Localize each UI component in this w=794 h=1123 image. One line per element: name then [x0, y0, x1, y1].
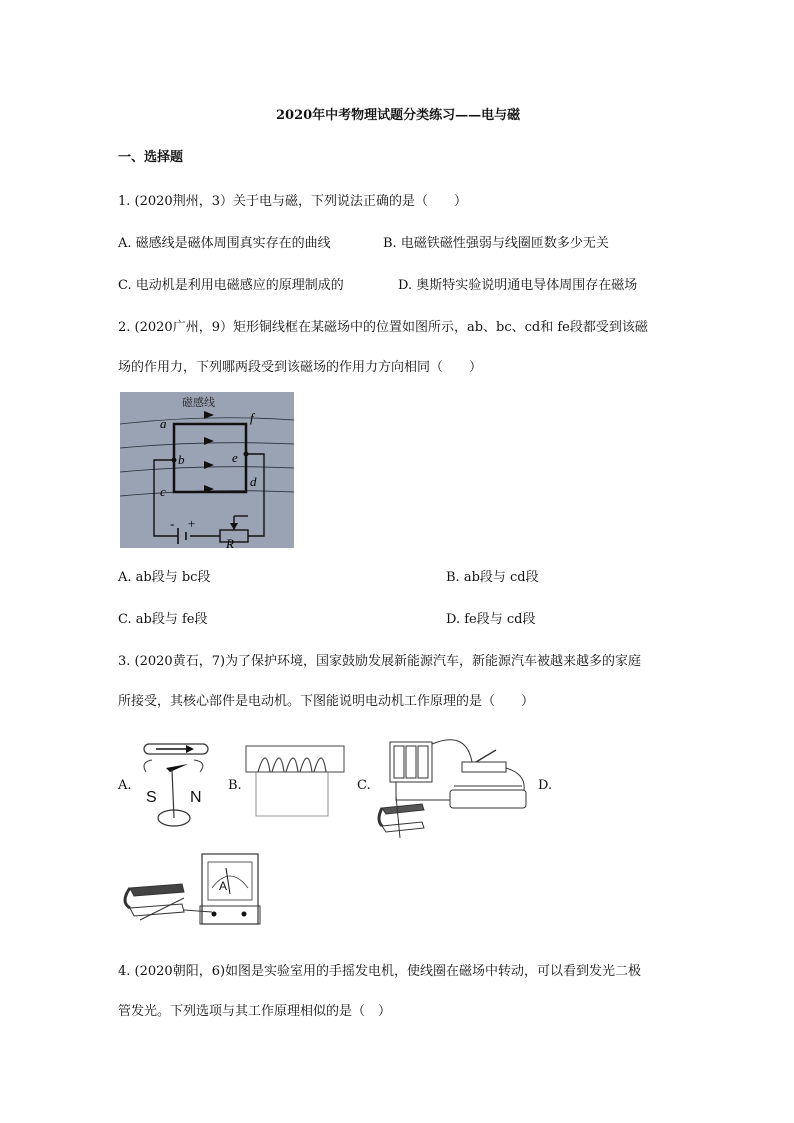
question-1-stem: 1. (2020荆州，3）关于电与磁，下列说法正确的是（ ）	[118, 194, 467, 209]
conductor-rod	[396, 796, 400, 838]
section-heading: 一、选择题	[118, 150, 184, 165]
question-4-stem-line1: 4. (2020朝阳，6)如图是实验室用的手摇发电机，使线圈在磁场中转动，可以看到发光二极	[118, 964, 642, 979]
question-1-option-c: C. 电动机是利用电磁感应的原理制成的	[118, 278, 344, 293]
option-d-figure	[120, 850, 270, 930]
label-e: e	[232, 450, 238, 465]
option-a-label: A.	[118, 778, 132, 793]
question-4-stem-line2: 管发光。下列选项与其工作原理相似的是（ ）	[118, 1004, 392, 1019]
wire-right	[506, 768, 524, 790]
circuit-wire	[256, 772, 328, 816]
question-2-figure	[120, 392, 294, 548]
galvanometer-case	[202, 854, 258, 924]
label-a: a	[160, 416, 167, 431]
question-2-stem-line2: 场的作用力，下列哪两段受到该磁场的作用力方向相同（ ）	[118, 360, 483, 375]
galvanometer-scale	[212, 876, 248, 888]
rotation-arrow-left	[144, 760, 152, 772]
label-f: f	[250, 410, 254, 425]
current-arrowhead	[186, 745, 194, 753]
label-b: b	[178, 452, 185, 467]
pole-n: N	[190, 789, 202, 806]
rotation-arrow-right	[194, 760, 203, 772]
switch-lever	[476, 750, 496, 762]
label-minus: -	[170, 516, 175, 531]
battery-pack	[390, 742, 432, 782]
label-c: c	[160, 484, 166, 499]
option-c-figure	[376, 734, 536, 844]
question-3-stem-line1: 3. (2020黄石，7)为了保护环境，国家鼓励发展新能源汽车，新能源汽车被越来越多的家庭	[118, 654, 642, 669]
switch	[462, 762, 506, 772]
terminal-right	[242, 912, 247, 917]
option-a-figure	[136, 738, 216, 830]
rheostat	[450, 790, 526, 808]
question-2-stem-line1: 2. (2020广州，9）矩形铜线框在某磁场中的位置如图所示，ab、bc、cd和 fe段都受到该磁	[118, 320, 648, 335]
magnet	[125, 884, 184, 916]
option-b-figure	[244, 744, 348, 820]
option-b-label: B.	[228, 778, 242, 793]
option-c-label: C.	[357, 778, 371, 793]
question-1-option-a: A. 磁感线是磁体周围真实存在的曲线	[118, 236, 331, 251]
question-2-option-c: C. ab段与 fe段	[118, 612, 208, 627]
wire-top	[432, 740, 472, 762]
galvanometer-base	[200, 906, 260, 924]
page-title: 2020年中考物理试题分类练习——电与磁	[276, 108, 521, 123]
pole-s: S	[146, 789, 157, 806]
magnet-rails	[379, 804, 424, 832]
lead-wire	[184, 910, 212, 912]
coil	[258, 758, 326, 772]
label-plus: +	[188, 516, 196, 531]
option-d-label: D.	[538, 778, 553, 793]
question-2-option-b: B. ab段与 cd段	[446, 570, 539, 585]
conductor	[140, 898, 184, 920]
galvanometer-window	[208, 862, 252, 900]
label-d: d	[250, 474, 257, 489]
needle-stand	[172, 770, 174, 818]
figure-caption: 磁感线	[182, 396, 215, 409]
meter-symbol: A	[219, 879, 228, 893]
question-1-option-b: B. 电磁铁磁性强弱与线圈匝数多少无关	[383, 236, 609, 251]
terminal-left	[212, 912, 217, 917]
wire-left	[396, 782, 450, 800]
question-2-option-a: A. ab段与 bc段	[118, 570, 211, 585]
compass-needle-icon	[166, 764, 188, 772]
question-3-stem-line2: 所接受，其核心部件是电动机。下图能说明电动机工作原理的是（ ）	[118, 694, 535, 709]
question-1-option-d: D. 奥斯特实验说明通电导体周围存在磁场	[398, 278, 638, 293]
question-2-option-d: D. fe段与 cd段	[446, 612, 536, 627]
label-r: R	[226, 536, 234, 548]
